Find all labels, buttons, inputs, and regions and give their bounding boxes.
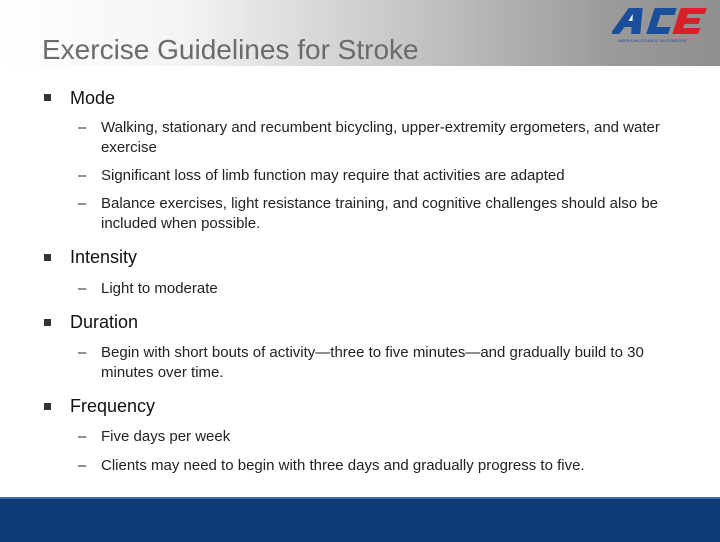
dash-bullet-icon: – bbox=[78, 428, 87, 445]
dash-bullet-icon: – bbox=[78, 344, 87, 361]
list-item: Balance exercises, light resistance training, and cognitive challenges should also be included when possible. bbox=[101, 195, 658, 232]
slide-header bbox=[0, 0, 720, 66]
section-heading: Mode bbox=[70, 88, 116, 108]
footer-bar bbox=[0, 497, 720, 542]
section-heading: Frequency bbox=[70, 396, 156, 416]
square-bullet-icon bbox=[44, 94, 51, 101]
logo-tagline: AMERICAN COUNCIL ON EXERCISE bbox=[618, 38, 687, 43]
dash-bullet-icon: – bbox=[78, 119, 87, 136]
slide-title: Exercise Guidelines for Stroke bbox=[42, 34, 419, 65]
dash-bullet-icon: – bbox=[78, 280, 87, 297]
dash-bullet-icon: – bbox=[78, 457, 87, 474]
section-heading: Intensity bbox=[70, 247, 138, 267]
list-item: Clients may need to begin with three days and gradually progress to five. bbox=[101, 457, 585, 474]
square-bullet-icon bbox=[44, 254, 51, 261]
dash-bullet-icon: – bbox=[78, 167, 87, 184]
square-bullet-icon bbox=[44, 403, 51, 410]
list-item: Walking, stationary and recumbent bicycling, upper-extremity ergometers, and water exercise bbox=[101, 119, 660, 156]
list-item: Five days per week bbox=[101, 428, 231, 445]
square-bullet-icon bbox=[44, 319, 51, 326]
section-heading: Duration bbox=[70, 312, 139, 332]
dash-bullet-icon: – bbox=[78, 195, 87, 212]
list-item: Begin with short bouts of activity—three to five minutes—and gradually build to 30 minutes over time. bbox=[101, 344, 644, 381]
ace-logo bbox=[612, 4, 716, 44]
list-item: Light to moderate bbox=[101, 280, 218, 297]
list-item: Significant loss of limb function may require that activities are adapted bbox=[101, 167, 565, 184]
